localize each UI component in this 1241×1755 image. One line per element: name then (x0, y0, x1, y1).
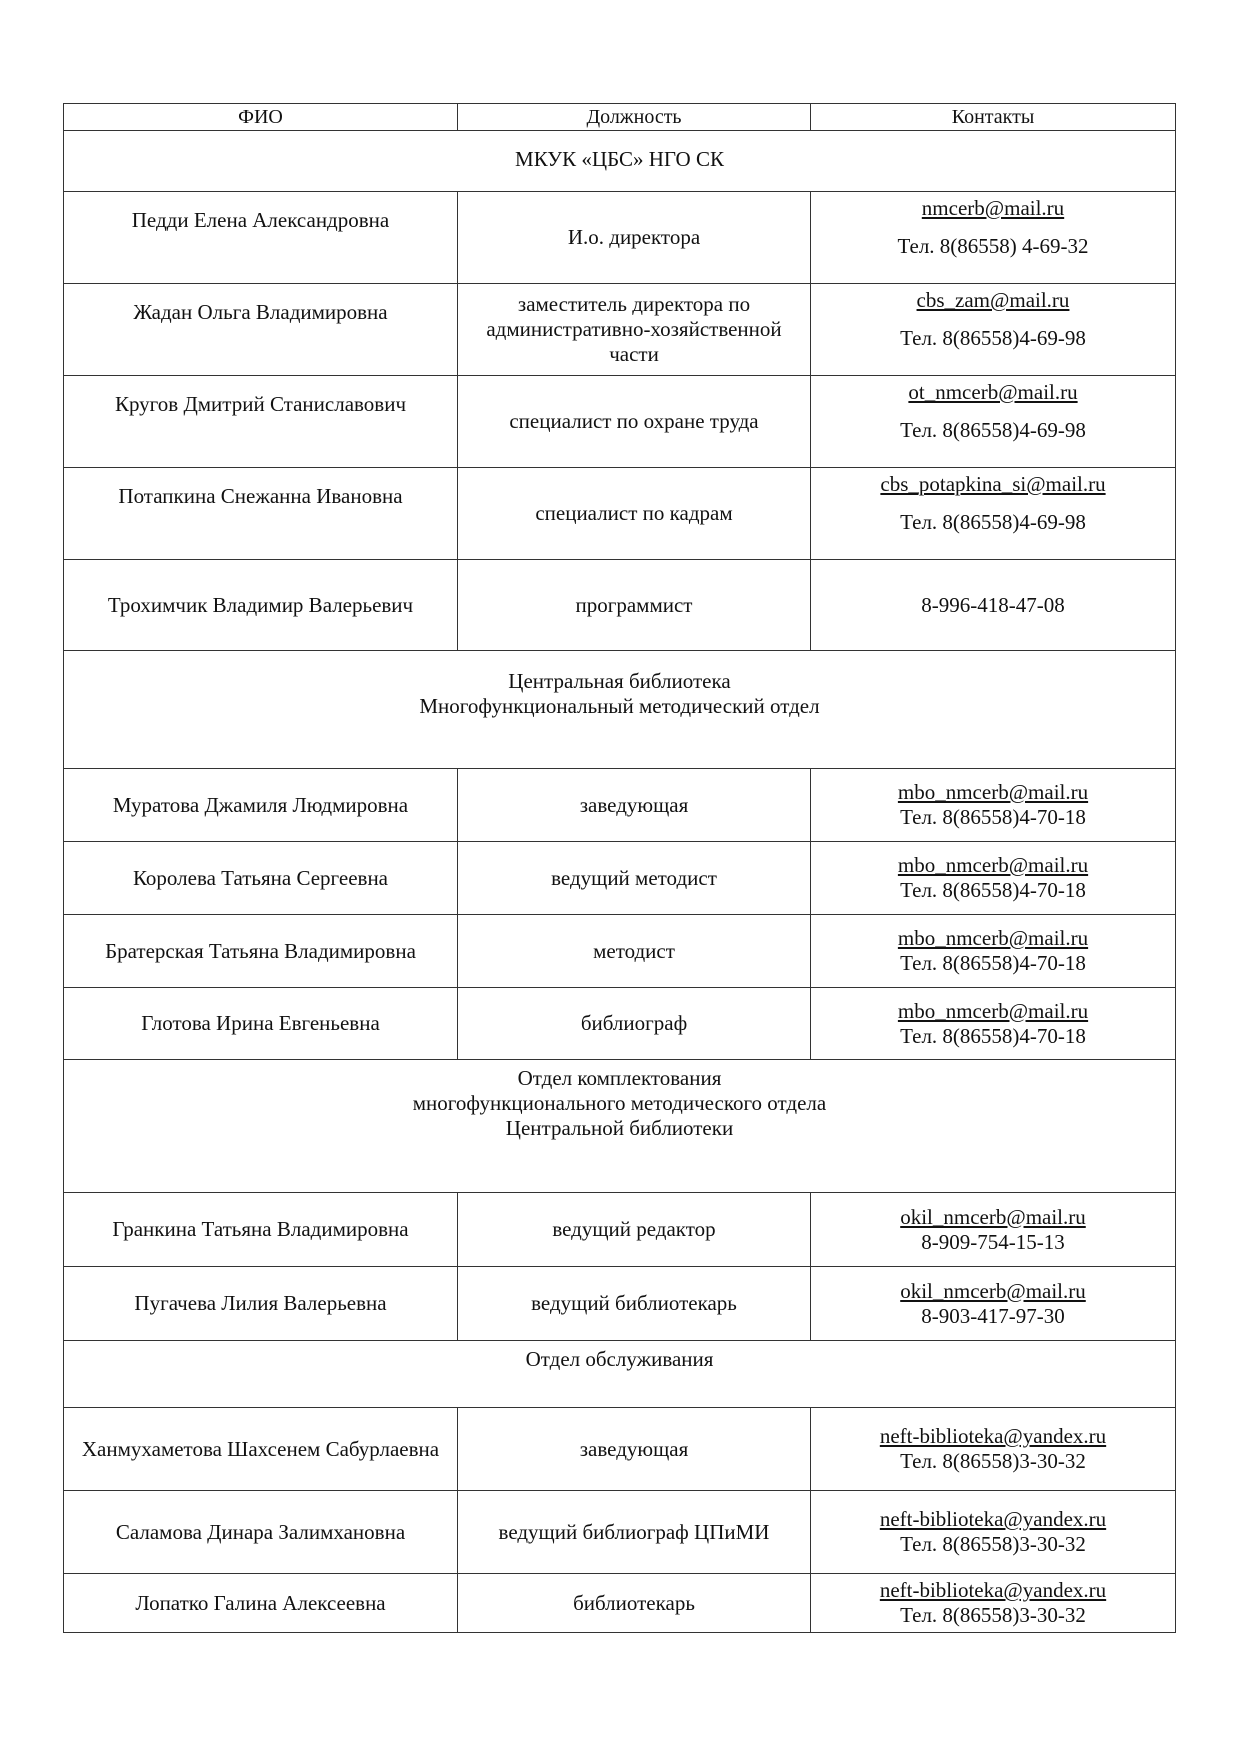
cell-contacts (811, 192, 1176, 284)
table-row (64, 1408, 1176, 1491)
cell-name: Потапкина Снежанна Ивановна (64, 468, 458, 560)
cell-name: Саламова Динара Залимхановна (64, 1491, 458, 1574)
cell-contacts (811, 842, 1176, 915)
cell-name: Трохимчик Владимир Валерьевич (64, 560, 458, 651)
cell-contacts (811, 915, 1176, 988)
cell-contacts (811, 468, 1176, 560)
email-link[interactable]: neft-biblioteka@yandex.ru (879, 1424, 1107, 1448)
section-title: МКУК «ЦБС» НГО СК (515, 147, 724, 171)
phone-number: Тел. 8(86558)4-70-18 (900, 878, 1086, 902)
cell-name: Братерская Татьяна Владимировна (64, 915, 458, 988)
cell-position: методист (458, 915, 811, 988)
phone-number: Тел. 8(86558)4-69-98 (900, 418, 1086, 442)
cell-contacts (811, 1267, 1176, 1341)
email-link[interactable]: cbs_potapkina_si@mail.ru (880, 472, 1106, 496)
table-body (64, 131, 1176, 1633)
cell-name: Лопатко Галина Алексеевна (64, 1574, 458, 1633)
email-link[interactable]: nmcerb@mail.ru (921, 196, 1065, 220)
header-position: Должность (458, 104, 811, 131)
table-row (64, 284, 1176, 376)
email-link[interactable]: neft-biblioteka@yandex.ru (879, 1578, 1107, 1602)
section-row (64, 1341, 1176, 1408)
cell-name: Кругов Дмитрий Станиславович (64, 376, 458, 468)
section-row (64, 131, 1176, 192)
table-row (64, 1574, 1176, 1633)
phone-number: Тел. 8(86558)4-69-98 (900, 326, 1086, 350)
cell-position: ведущий библиограф ЦПиМИ (458, 1491, 811, 1574)
phone-number: Тел. 8(86558)3-30-32 (900, 1603, 1086, 1627)
email-link[interactable]: mbo_nmcerb@mail.ru (897, 998, 1089, 1023)
phone-number: Тел. 8(86558) 4-69-32 (897, 234, 1089, 258)
cell-name: Муратова Джамиля Людмировна (64, 769, 458, 842)
table-row (64, 192, 1176, 284)
phone-number: 8-996-418-47-08 (921, 592, 1065, 617)
cell-contacts (811, 284, 1176, 376)
cell-contacts (811, 1574, 1176, 1633)
table-row (64, 1193, 1176, 1267)
cell-position: библиограф (458, 988, 811, 1060)
phone-number: Тел. 8(86558)4-69-98 (900, 510, 1086, 534)
table-row (64, 988, 1176, 1060)
cell-position: специалист по кадрам (458, 468, 811, 560)
staff-contacts-table (63, 103, 1176, 1633)
cell-position: заместитель директора по административно-хозяйственной части (458, 284, 811, 376)
table-row (64, 468, 1176, 560)
table-row (64, 769, 1176, 842)
cell-position: библиотекарь (458, 1574, 811, 1633)
cell-name: Глотова Ирина Евгеньевна (64, 988, 458, 1060)
cell-position: заведующая (458, 1408, 811, 1491)
cell-name: Гранкина Татьяна Владимировна (64, 1193, 458, 1267)
email-link[interactable]: cbs_zam@mail.ru (916, 288, 1070, 312)
cell-contacts (811, 769, 1176, 842)
email-link[interactable]: neft-biblioteka@yandex.ru (879, 1507, 1107, 1531)
section-title: Центральная библиотека Многофункциональный методический отдел (419, 669, 820, 718)
cell-contacts (811, 560, 1176, 651)
header-name: ФИО (64, 104, 458, 131)
cell-name: Королева Татьяна Сергеевна (64, 842, 458, 915)
section-row (64, 1060, 1176, 1193)
table-row (64, 1491, 1176, 1574)
table-row (64, 842, 1176, 915)
phone-number: 8-903-417-97-30 (921, 1303, 1065, 1328)
cell-contacts (811, 1193, 1176, 1267)
cell-position: программист (458, 560, 811, 651)
phone-number: Тел. 8(86558)3-30-32 (900, 1532, 1086, 1556)
table-row (64, 1267, 1176, 1341)
phone-number: Тел. 8(86558)3-30-32 (900, 1449, 1086, 1473)
table-row (64, 915, 1176, 988)
phone-number: Тел. 8(86558)4-70-18 (900, 1023, 1086, 1048)
email-link[interactable]: okil_nmcerb@mail.ru (900, 1278, 1086, 1303)
cell-position: ведущий редактор (458, 1193, 811, 1267)
phone-number: 8-909-754-15-13 (921, 1229, 1065, 1254)
cell-name: Ханмухаметова Шахсенем Сабурлаевна (64, 1408, 458, 1491)
email-link[interactable]: ot_nmcerb@mail.ru (908, 380, 1078, 404)
cell-name: Пугачева Лилия Валерьевна (64, 1267, 458, 1341)
cell-position: заведующая (458, 769, 811, 842)
header-row (64, 104, 1176, 131)
header-contacts: Контакты (811, 104, 1176, 131)
email-link[interactable]: okil_nmcerb@mail.ru (900, 1204, 1086, 1229)
table-row (64, 560, 1176, 651)
cell-contacts (811, 1491, 1176, 1574)
cell-position: ведущий библиотекарь (458, 1267, 811, 1341)
email-link[interactable]: mbo_nmcerb@mail.ru (897, 780, 1089, 804)
section-title: Отдел обслуживания (525, 1347, 714, 1371)
cell-contacts (811, 1408, 1176, 1491)
cell-name: Жадан Ольга Владимировна (64, 284, 458, 376)
email-link[interactable]: mbo_nmcerb@mail.ru (897, 926, 1089, 950)
email-link[interactable]: mbo_nmcerb@mail.ru (897, 853, 1089, 877)
cell-name: Педди Елена Александровна (64, 192, 458, 284)
section-row (64, 651, 1176, 769)
cell-contacts (811, 376, 1176, 468)
cell-position: специалист по охране труда (458, 376, 811, 468)
table-row (64, 376, 1176, 468)
cell-position: ведущий методист (458, 842, 811, 915)
phone-number: Тел. 8(86558)4-70-18 (900, 805, 1086, 829)
section-title: Отдел комплектования многофункционального методического отдела Центральной библиотеки (412, 1066, 827, 1140)
phone-number: Тел. 8(86558)4-70-18 (900, 951, 1086, 975)
cell-position: И.о. директора (458, 192, 811, 284)
cell-contacts (811, 988, 1176, 1060)
